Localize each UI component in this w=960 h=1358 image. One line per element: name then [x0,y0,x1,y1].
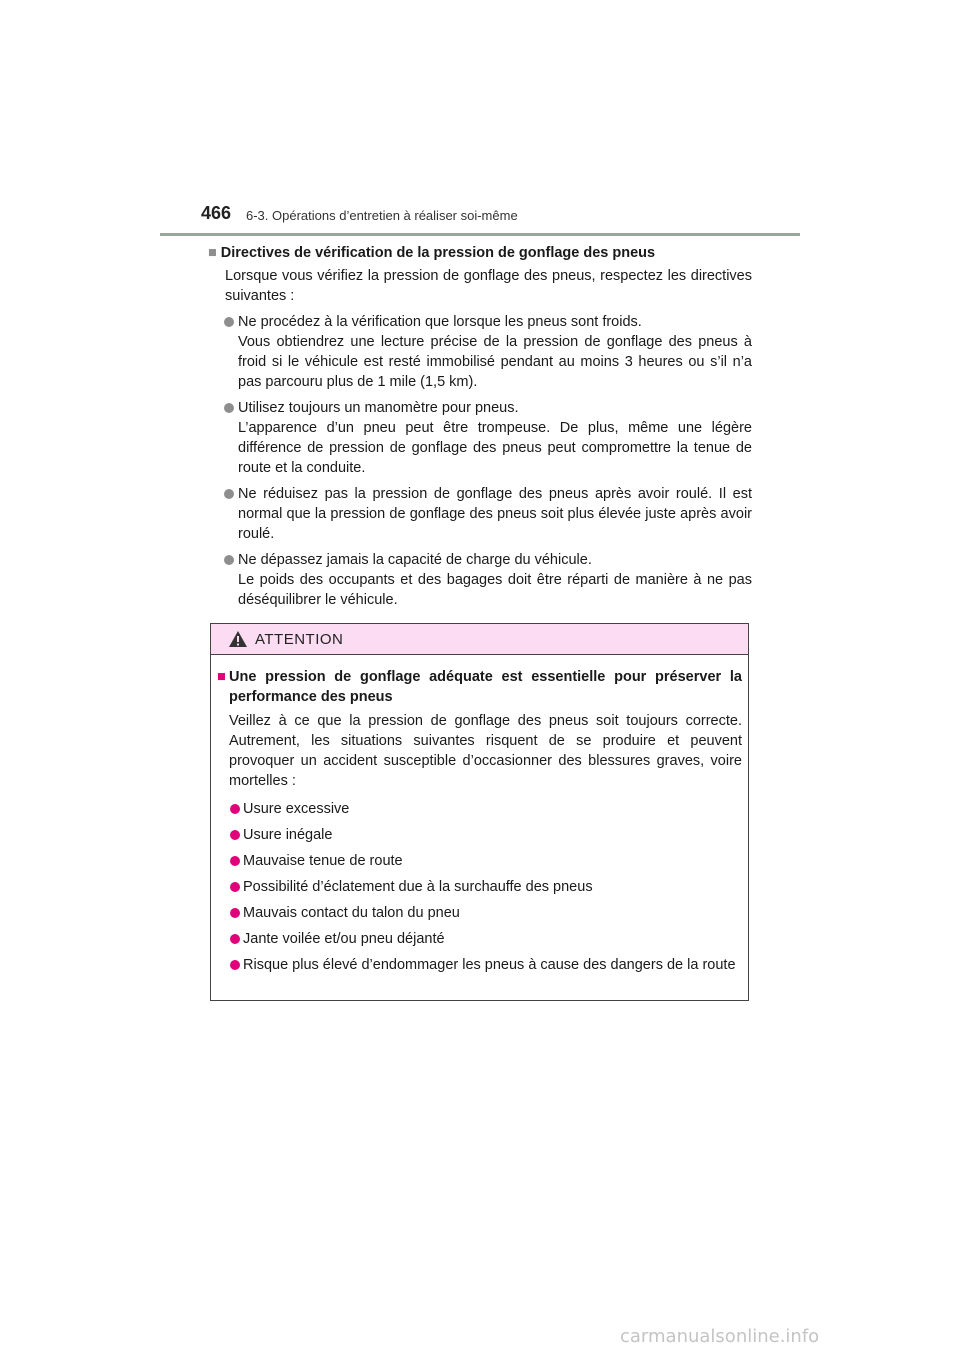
warning-list-item-text: Usure excessive [243,801,350,817]
list-item [208,398,752,478]
circle-bullet-icon [230,882,240,892]
square-bullet-icon: ■ [217,669,226,685]
list-item [208,550,752,610]
circle-bullet-icon [224,555,234,565]
list-item [208,312,752,392]
section-heading [208,244,752,263]
main-content [208,244,752,610]
warning-list-item-text: Usure inégale [243,827,333,843]
warning-list-item-text: Mauvais contact du talon du pneu [243,905,460,921]
circle-bullet-icon [224,403,234,413]
list-item-title: Ne réduisez pas la pression de gonflage des pneus après avoir roulé. Il est normal que la pression de gonflage des pneus soit plus élevée juste après avoir roulé. [238,486,752,542]
page-number: 466 [201,203,232,223]
warning-list-item [217,799,742,819]
warning-list [217,799,742,975]
list-item-detail: L’apparence d’un pneu peut être trompeuse. De plus, même une légère différence de pression de gonflage des pneus peut compromettre la tenue de route et la conduite. [238,420,752,476]
warning-heading [217,667,742,707]
warning-box [210,623,749,1001]
warning-list-item [217,955,742,975]
circle-bullet-icon [230,960,240,970]
watermark: carmanualsonline.info [620,1326,820,1347]
circle-bullet-icon [230,830,240,840]
header-divider [160,233,800,236]
warning-header [211,624,748,655]
list-item [208,484,752,544]
list-item-title: Ne procédez à la vérification que lorsque les pneus sont froids. [238,314,642,330]
intro-paragraph: Lorsque vous vérifiez la pression de gonflage des pneus, respectez les directives suivantes : [225,268,752,304]
list-item-detail: Le poids des occupants et des bagages doit être réparti de manière à ne pas déséquilibrer le véhicule. [238,572,752,608]
list-item-detail: Vous obtiendrez une lecture précise de la pression de gonflage des pneus à froid si le véhicule est resté immobilisé pendant au moins 3 heures ou s’il n’a pas parcouru plus de 1 mile (1,5 km). [238,334,752,390]
list-item-title: Utilisez toujours un manomètre pour pneus. [238,400,519,416]
warning-list-item [217,929,742,949]
warning-body [211,655,748,975]
square-bullet-icon: ■ [208,245,217,261]
section-title: 6-3. Opérations d’entretien à réaliser soi-même [246,208,518,223]
warning-list-item-text: Possibilité d’éclatement due à la surchauffe des pneus [243,879,593,895]
circle-bullet-icon [230,804,240,814]
warning-list-item [217,851,742,871]
circle-bullet-icon [224,317,234,327]
warning-list-item [217,825,742,845]
warning-list-item-text: Jante voilée et/ou pneu déjanté [243,931,445,947]
warning-heading-text: Une pression de gonflage adéquate est essentielle pour préserver la performance des pneus [229,669,742,705]
warning-title: ATTENTION [255,631,344,648]
list-item-title: Ne dépassez jamais la capacité de charge du véhicule. [238,552,592,568]
warning-triangle-icon [228,630,248,648]
warning-list-item [217,903,742,923]
circle-bullet-icon [230,856,240,866]
warning-list-item-text: Risque plus élevé d’endommager les pneus à cause des dangers de la route [243,957,736,973]
circle-bullet-icon [230,934,240,944]
warning-list-item [217,877,742,897]
warning-list-item-text: Mauvaise tenue de route [243,853,403,869]
circle-bullet-icon [224,489,234,499]
warning-text: Veillez à ce que la pression de gonflage des pneus soit toujours correcte. Autrement, les situations suivantes risquent de se produire et peuvent provoquer un accident susceptible d’occasionner des blessures graves, voire mortelles : [229,713,742,789]
circle-bullet-icon [230,908,240,918]
section-heading-text: Directives de vérification de la pression de gonflage des pneus [220,245,656,261]
